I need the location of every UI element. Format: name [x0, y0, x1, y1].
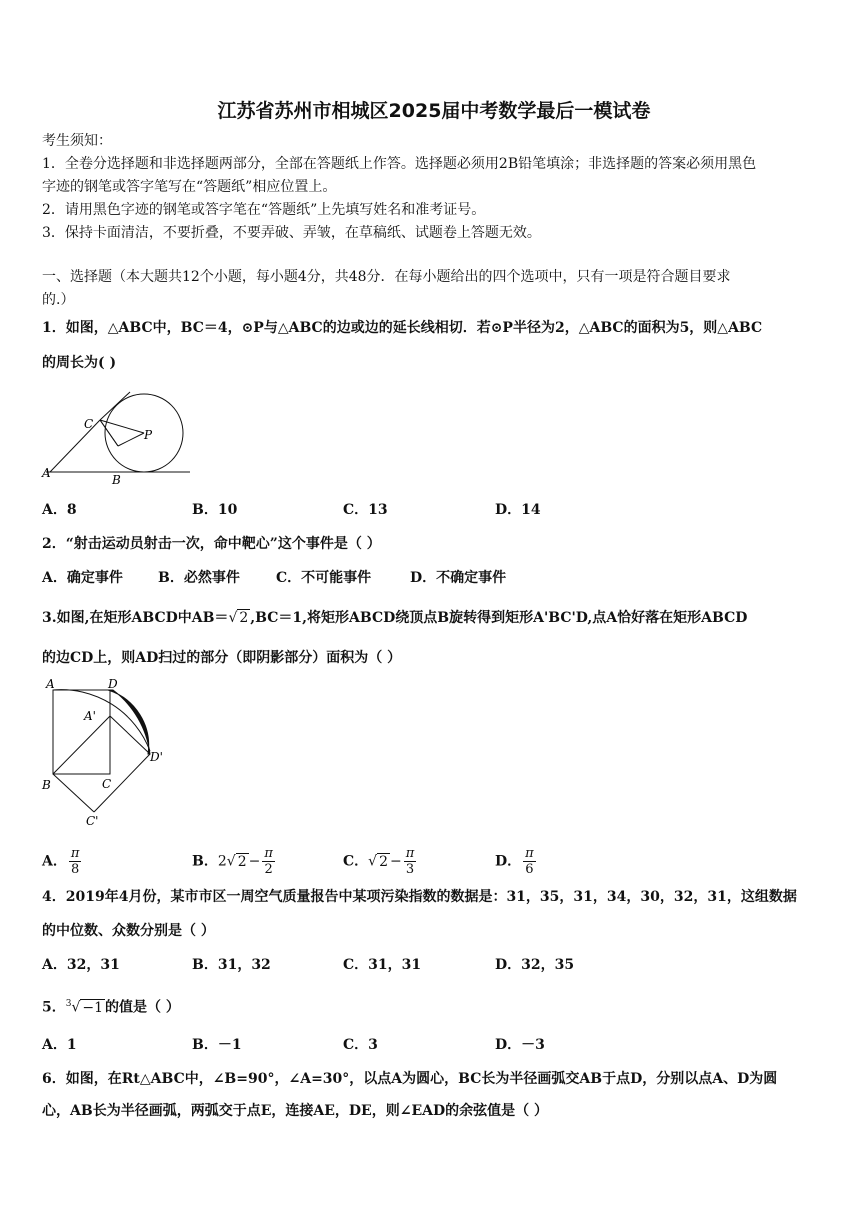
q3-stem-post: ,BC＝1,将矩形ABCD绕顶点B旋转得到矩形A'BC'D,点A恰好落在矩形ABCD — [250, 610, 748, 626]
q4-option-d[interactable]: D．32，35 — [495, 957, 575, 973]
root-index: 3 — [65, 999, 72, 1009]
q3-stem-radicand: 2 — [239, 610, 249, 626]
q2-option-a[interactable]: A．确定事件 — [42, 570, 123, 586]
q6-stem: 6．如图，在Rt△ABC中，∠B=90°，∠A=30°，以点A为圆心，BC长为半径画弧交AB于点D，分别以点A、D为圆 — [42, 1071, 778, 1087]
q3-option-b-fraction — [262, 846, 275, 877]
q5-stem-post: 的值是（ ） — [105, 999, 180, 1016]
q4-option-a[interactable]: A．32，31 — [42, 957, 120, 973]
q3-label-b: B — [42, 778, 51, 792]
q4-option-b[interactable]: B．31，32 — [192, 957, 271, 973]
q5-stem — [42, 994, 180, 1018]
q3-stem-pre: 3.如图,在矩形ABCD中AB＝ — [42, 610, 229, 626]
q3-option-b-label: B． — [192, 853, 218, 870]
radicand: −1 — [82, 999, 104, 1016]
q4-option-c[interactable]: C．31，31 — [343, 957, 422, 973]
q3-stem-cont: 的边CD上，则AD扫过的部分（即阴影部分）面积为（ ） — [42, 650, 402, 666]
q1-stem: 1．如图，△ABC中，BC＝4，⊙P与△ABC的边或边的延长线相切．若⊙P半径为2，△ABC的面积为5，则△ABC — [42, 320, 763, 336]
fraction-numerator: π — [405, 846, 415, 861]
q3-option-a-label: A． — [42, 853, 67, 870]
q2-option-b[interactable]: B．必然事件 — [158, 570, 240, 586]
fraction-denominator: 3 — [405, 862, 415, 877]
radical-sign: √ — [71, 999, 81, 1016]
q6-stem-cont: 心，AB长为半径画弧，两弧交于点E，连接AE，DE，则∠EAD的余弦值是（ ） — [42, 1103, 548, 1119]
notice-item-1-cont: 字迹的钢笔或答字笔写在“答题纸”相应位置上。 — [42, 179, 337, 195]
q5-option-d[interactable]: D．－3 — [495, 1037, 545, 1053]
minus-sign: − — [390, 853, 402, 870]
notice-item-3: 3．保持卡面清洁，不要折叠，不要弄破、弄皱，在草稿纸、试题卷上答题无效。 — [42, 225, 541, 241]
minus-sign: − — [248, 853, 261, 870]
q4-stem-cont: 的中位数、众数分别是（ ） — [42, 923, 215, 939]
fraction-denominator: 6 — [525, 862, 534, 877]
q1-label-a: A — [42, 466, 51, 480]
q5-option-c[interactable]: C．3 — [343, 1037, 378, 1053]
q3-option-c[interactable] — [343, 846, 418, 877]
q1-figure — [40, 380, 200, 490]
q1-option-a[interactable]: A．8 — [42, 502, 77, 518]
q5-option-b[interactable]: B．－1 — [192, 1037, 242, 1053]
section-heading-cont: 的.） — [42, 292, 75, 308]
q1-option-b[interactable]: B．10 — [192, 502, 238, 518]
q1-label-p: P — [144, 428, 153, 442]
q3-label-c: C — [102, 777, 112, 791]
q1-option-c[interactable]: C．13 — [343, 502, 388, 518]
page-title: 江苏省苏州市相城区2025届中考数学最后一模试卷 — [217, 100, 651, 122]
q3-option-d[interactable] — [495, 846, 538, 877]
q3-stem — [42, 608, 747, 628]
q5-number: 5． — [42, 999, 66, 1016]
radical-sign: √ — [226, 853, 236, 870]
q3-label-a: A — [46, 677, 55, 691]
q3-option-d-fraction — [523, 846, 536, 877]
coefficient: 2 — [217, 853, 227, 870]
fraction-numerator: π — [525, 846, 534, 861]
notice-item-2: 2．请用黑色字迹的钢笔或答字笔在“答题纸”上先填写姓名和准考证号。 — [42, 202, 486, 218]
radicand: 2 — [237, 853, 247, 870]
q2-option-c[interactable]: C．不可能事件 — [276, 570, 372, 586]
q3-option-c-fraction — [404, 846, 417, 877]
q5-option-a[interactable]: A．1 — [42, 1037, 77, 1053]
notice-item-1: 1．全卷分选择题和非选择题两部分，全部在答题纸上作答。选择题必须用2B铅笔填涂；非选择题的答案必须用黑色 — [42, 156, 757, 172]
q3-option-a-fraction — [69, 846, 82, 877]
q3-label-a-prime: A' — [84, 709, 96, 723]
fraction-denominator: 8 — [71, 862, 80, 877]
radical-sign: √ — [368, 853, 378, 870]
radicand: 2 — [379, 853, 388, 870]
q3-label-c-prime: C' — [86, 814, 99, 828]
q3-option-c-label: C． — [343, 853, 369, 870]
q3-option-a[interactable] — [42, 846, 83, 877]
q1-label-c: C — [84, 417, 94, 431]
q3-figure — [38, 676, 168, 828]
q3-option-b[interactable] — [192, 846, 277, 877]
radical-sign: √ — [228, 610, 238, 626]
q3-option-d-label: D． — [495, 853, 522, 870]
q1-option-d[interactable]: D．14 — [495, 502, 541, 518]
q2-option-d[interactable]: D．不确定事件 — [410, 570, 507, 586]
q1-label-b: B — [112, 473, 121, 487]
fraction-denominator: 2 — [264, 862, 273, 877]
section-heading: 一、选择题（本大题共12个小题，每小题4分，共48分．在每小题给出的四个选项中，只有一项是符合题目要求 — [42, 269, 731, 285]
fraction-numerator: π — [70, 846, 80, 861]
q4-stem: 4．2019年4月份，某市市区一周空气质量报告中某项污染指数的数据是：31，35，31，34，30，32，31，这组数据 — [42, 889, 797, 905]
q3-label-d-prime: D' — [150, 750, 163, 764]
fraction-numerator: π — [264, 846, 273, 861]
q3-label-d: D — [108, 677, 118, 691]
notice-heading: 考生须知： — [42, 133, 112, 149]
q2-stem: 2．“射击运动员射击一次，命中靶心”这个事件是（ ） — [42, 536, 381, 552]
q1-stem-cont: 的周长为( ) — [42, 355, 117, 371]
